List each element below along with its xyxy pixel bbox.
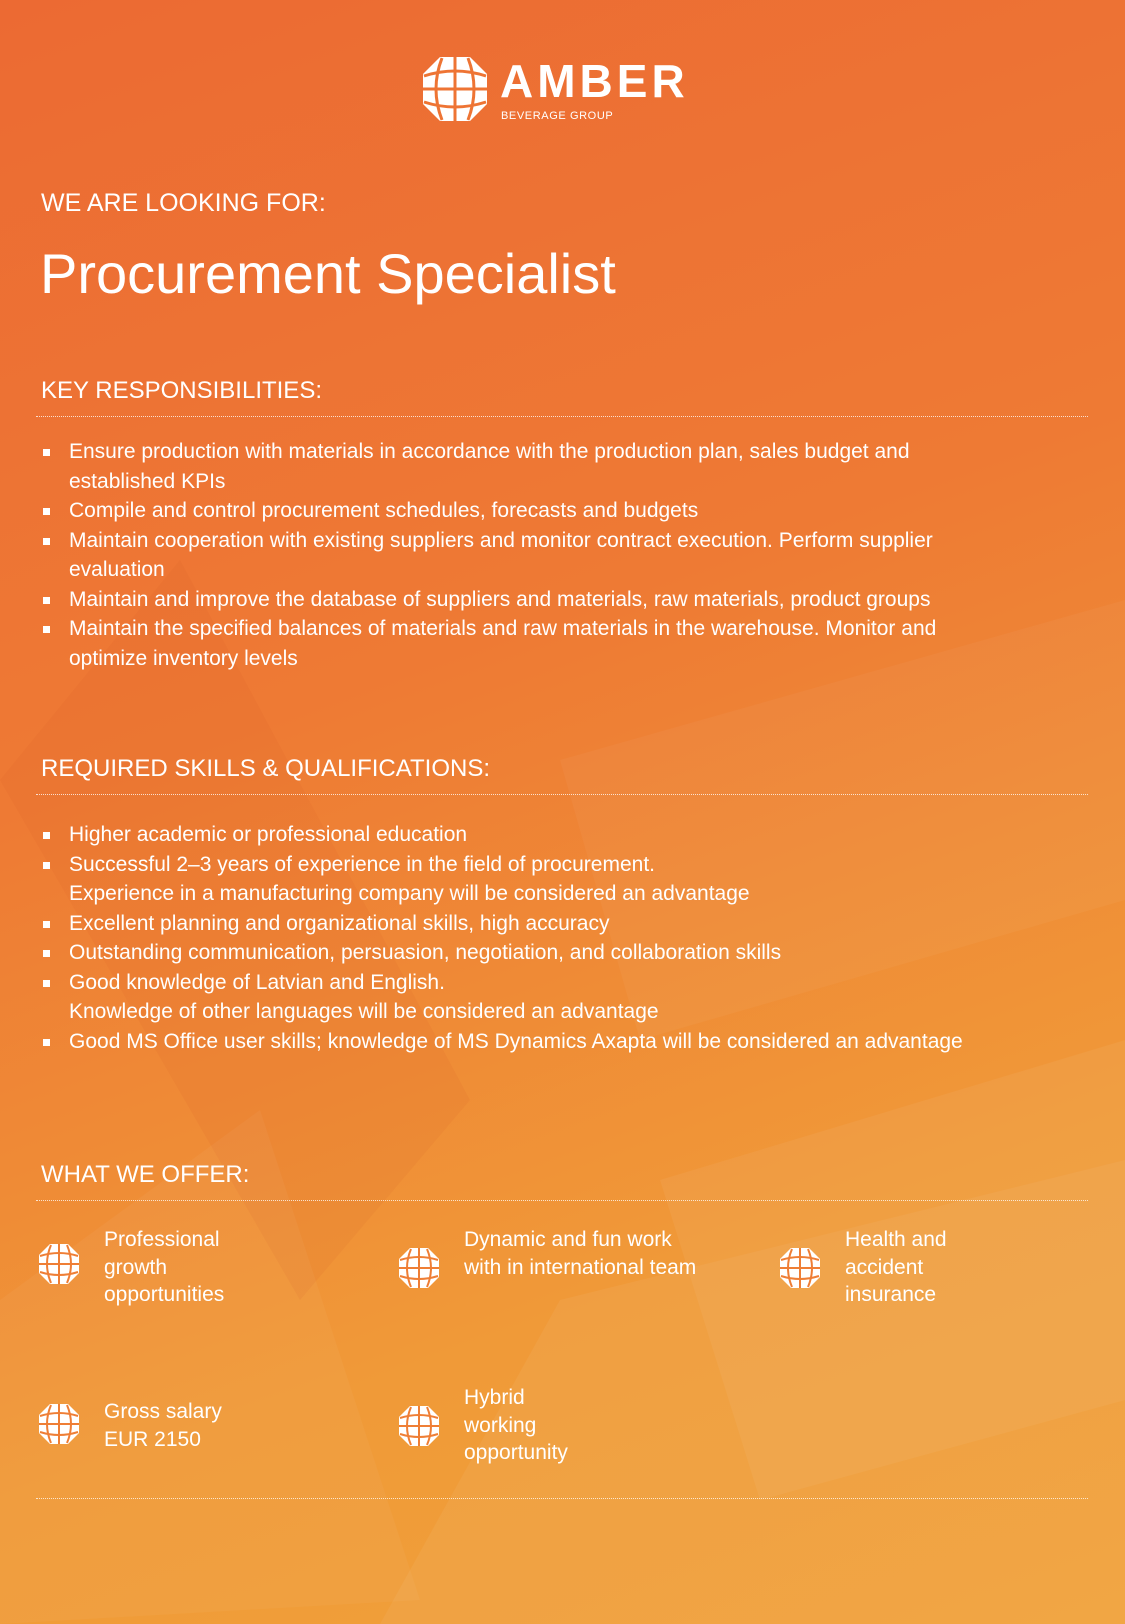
qualifications-divider xyxy=(36,794,1088,795)
offer-text: Gross salary EUR 2150 xyxy=(104,1400,222,1451)
list-item-text: Ensure production with materials in accordance with the production plan, sales budget and established KPIs xyxy=(69,440,910,493)
offer-item xyxy=(397,1226,727,1316)
list-item-text: Experience in a manufacturing company will be considered an advantage xyxy=(69,882,750,905)
offer-item xyxy=(37,1226,367,1316)
list-item-text: Outstanding communication, persuasion, negotiation, and collaboration skills xyxy=(69,941,782,964)
offer-item xyxy=(778,1226,1108,1316)
gem-bullet-icon xyxy=(37,1402,81,1446)
list-item-text: Excellent planning and organizational skills, high accuracy xyxy=(69,911,610,935)
list-item-text: Good MS Office user skills; knowledge of MS Dynamics Axapta will be considered an advantage xyxy=(69,1029,963,1053)
offer-text: Professional growth opportunities xyxy=(104,1228,225,1306)
list-item xyxy=(41,496,981,526)
list-item xyxy=(41,585,981,615)
offer-heading: WHAT WE OFFER: xyxy=(41,1161,250,1188)
qualifications-heading: REQUIRED SKILLS & QUALIFICATIONS: xyxy=(41,755,490,782)
responsibilities-heading: KEY RESPONSIBILITIES: xyxy=(41,377,322,404)
list-item xyxy=(41,614,981,673)
offer-text: Hybrid working opportunity xyxy=(464,1386,568,1464)
amber-faceted-gem-icon xyxy=(420,54,490,124)
gem-bullet-icon xyxy=(397,1246,441,1290)
responsibilities-list xyxy=(41,437,981,673)
offer-text: Health and accident insurance xyxy=(845,1228,947,1306)
list-item xyxy=(41,526,981,585)
brand-logo xyxy=(420,54,710,126)
offer-text: Dynamic and fun work with in international team xyxy=(464,1228,697,1279)
offer-divider-bottom xyxy=(36,1498,1088,1499)
list-item-text: Knowledge of other languages will be considered an advantage xyxy=(69,1000,659,1023)
list-item-text: Successful 2–3 years of experience in the field of procurement. xyxy=(69,852,655,876)
list-item-text: Maintain and improve the database of suppliers and materials, raw materials, product groups xyxy=(69,587,931,611)
list-item xyxy=(41,909,981,939)
list-item-text: Compile and control procurement schedules, forecasts and budgets xyxy=(69,499,699,522)
job-title: Procurement Specialist xyxy=(40,242,616,305)
list-item-text: Good knowledge of Latvian and English. xyxy=(69,970,445,994)
list-item xyxy=(41,820,981,850)
list-item xyxy=(41,1027,981,1057)
list-item xyxy=(41,968,981,1027)
list-item xyxy=(41,437,981,496)
offer-item xyxy=(37,1398,367,1488)
looking-for-label: WE ARE LOOKING FOR: xyxy=(41,189,326,217)
gem-bullet-icon xyxy=(778,1246,822,1290)
offer-divider-top xyxy=(36,1200,1088,1201)
list-item xyxy=(41,938,981,968)
gem-bullet-icon xyxy=(37,1242,81,1286)
offer-item xyxy=(397,1384,727,1474)
list-item-text: Maintain the specified balances of materials and raw materials in the warehouse. Monitor and optimize inventory levels xyxy=(69,617,937,670)
brand-tagline: BEVERAGE GROUP xyxy=(501,110,614,122)
responsibilities-divider xyxy=(36,416,1088,417)
list-item-text: Maintain cooperation with existing suppliers and monitor contract execution. Perform supplier evaluation xyxy=(69,528,933,581)
list-item-text: Higher academic or professional education xyxy=(69,823,468,846)
list-item xyxy=(41,850,981,909)
gem-bullet-icon xyxy=(397,1404,441,1448)
brand-name: AMBER xyxy=(500,55,689,107)
qualifications-list xyxy=(41,820,981,1056)
